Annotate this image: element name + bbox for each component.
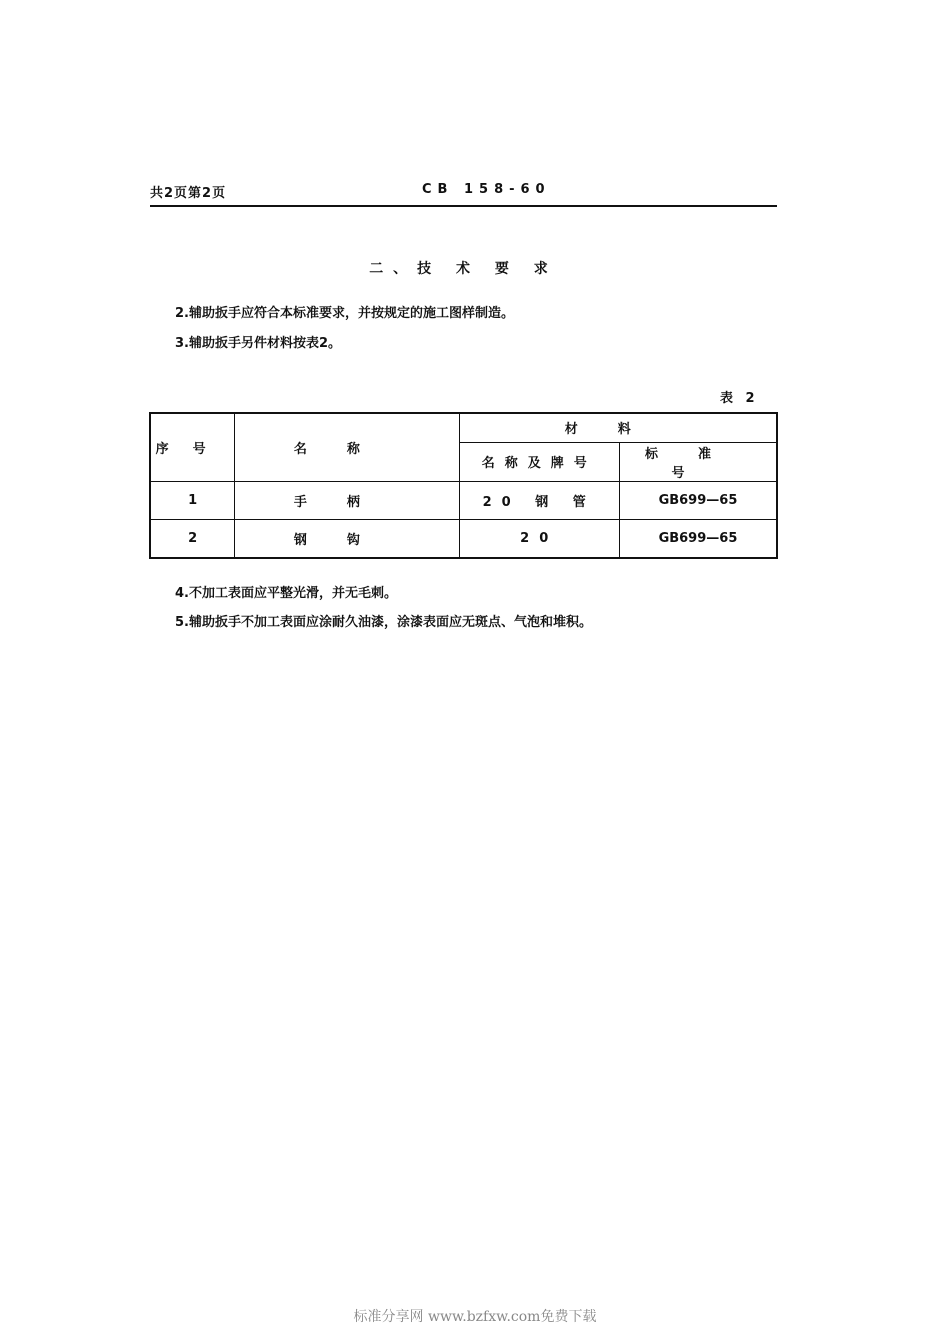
header-name: 名称 xyxy=(235,413,459,481)
row-1-name: 手柄 xyxy=(235,481,459,519)
row-2-seq: 2 xyxy=(150,519,235,558)
row-1-standard: GB699—65 xyxy=(619,481,777,519)
standard-code: CB 158-60 xyxy=(422,182,551,197)
header-standard-no: 标准号 xyxy=(619,442,777,481)
clause-3: 3.辅助扳手另件材料按表2。 xyxy=(175,336,342,351)
table-row xyxy=(150,481,777,519)
clause-2: 2.辅助扳手应符合本标准要求，并按规定的施工图样制造。 xyxy=(175,306,514,321)
clause-4: 4.不加工表面应平整光滑，并无毛刺。 xyxy=(175,586,397,601)
page-info: 共2页第2页 xyxy=(150,186,227,201)
header-material-name: 名称及牌号 xyxy=(459,442,619,481)
page-header xyxy=(150,182,777,204)
materials-table xyxy=(149,412,778,559)
header-rule xyxy=(150,205,777,207)
section-title: 二、技 术 要 求 xyxy=(369,261,558,277)
table-row xyxy=(150,519,777,558)
row-2-material: 20 xyxy=(459,519,619,558)
clause-5: 5.辅助扳手不加工表面应涂耐久油漆，涂漆表面应无斑点、气泡和堆积。 xyxy=(175,615,592,630)
header-material: 材料 xyxy=(459,413,777,442)
table-label: 表 2 xyxy=(720,391,759,406)
row-2-name: 钢钩 xyxy=(235,519,459,558)
row-1-material: 20 钢 管 xyxy=(459,481,619,519)
row-1-seq: 1 xyxy=(150,481,235,519)
footer-watermark: 标准分享网 www.bzfxw.com免费下载 xyxy=(353,1309,597,1325)
row-2-standard: GB699—65 xyxy=(619,519,777,558)
header-seq: 序号 xyxy=(150,413,235,481)
